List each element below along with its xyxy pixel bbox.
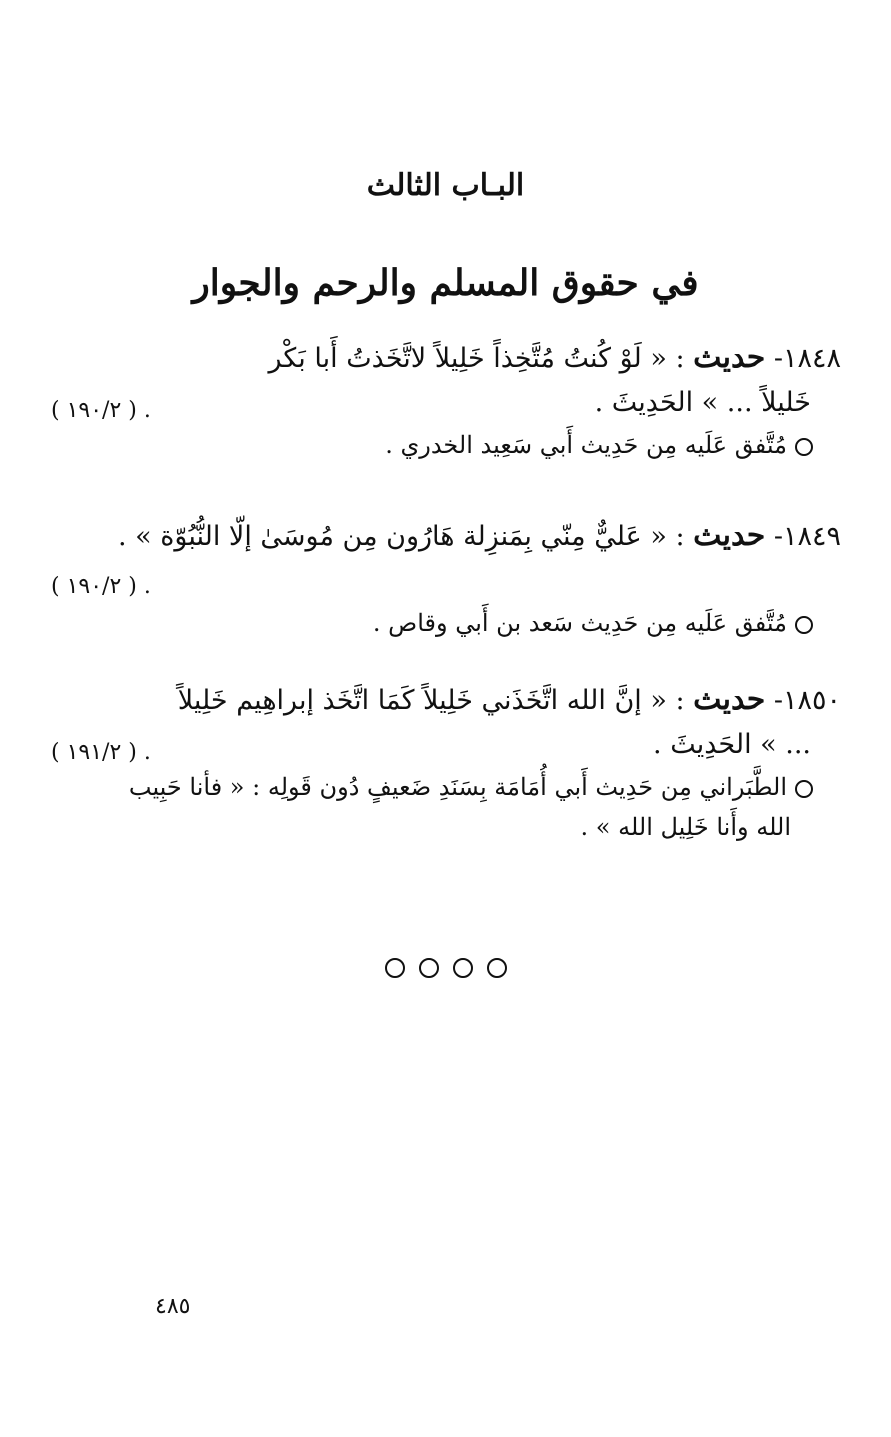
bullet-circle-icon xyxy=(795,616,813,634)
hadith-number: ١٨٥٠- xyxy=(773,685,841,716)
divider-circle-icon xyxy=(487,958,507,978)
section-divider xyxy=(0,958,891,978)
source-reference: ( ١٩١/٢ ) . xyxy=(51,740,151,765)
hadith-line-continued xyxy=(51,559,811,603)
bullet-circle-icon xyxy=(795,438,813,456)
takhrij-text-continued: الله وأَنا خَلِيل الله » . xyxy=(580,813,791,841)
hadith-entry xyxy=(51,336,841,465)
takhrij-note xyxy=(51,425,813,465)
hadith-line-continued xyxy=(51,381,811,425)
section-title: في حقوق المسلم والرحم والجوار xyxy=(192,262,699,304)
hadith-keyword: حديث xyxy=(693,518,766,553)
divider-circle-icon xyxy=(419,958,439,978)
hadith-number: ١٨٤٨- xyxy=(773,343,841,374)
takhrij-text: مُتَّفق عَلَيه مِن حَدِيث أَبي سَعِيد الخدري . xyxy=(385,431,787,459)
hadith-keyword: حديث xyxy=(693,682,766,717)
hadith-text-continued: خَليلاً ... » الحَدِيثَ . xyxy=(594,387,811,418)
hadith-entry xyxy=(51,514,841,643)
source-reference: ( ١٩٠/٢ ) . xyxy=(51,398,151,423)
takhrij-note xyxy=(51,603,813,643)
hadith-entry xyxy=(51,678,841,847)
hadith-text-continued: ... » الحَدِيثَ . xyxy=(653,729,811,760)
hadith-text: : « لَوْ كُنتُ مُتَّخِذاً خَلِيلاً لاتَّخَذتُ أَبا بَكْر xyxy=(268,343,685,374)
takhrij-text: الطَّبَراني مِن حَدِيث أَبي أُمَامَة بِسَنَدِ ضَعيفٍ دُون قَولِه : « فأنا حَبِيب xyxy=(128,773,787,801)
takhrij-text: مُتَّفق عَلَيه مِن حَدِيث سَعد بن أَبي وقاص . xyxy=(372,609,787,637)
hadith-line xyxy=(51,678,841,723)
divider-circle-icon xyxy=(385,958,405,978)
hadith-keyword: حديث xyxy=(693,340,766,375)
hadith-number: ١٨٤٩- xyxy=(773,521,841,552)
hadith-text: : « عَليٌّ مِنّي بِمَنزِلة هَارُون مِن مُوسَىٰ إلّا النُّبُوّة » . xyxy=(117,521,685,552)
chapter-heading: البـاب الثالث xyxy=(366,168,525,203)
source-reference: ( ١٩٠/٢ ) . xyxy=(51,574,151,599)
divider-circle-icon xyxy=(453,958,473,978)
hadith-line xyxy=(51,514,841,559)
hadith-line xyxy=(51,336,841,381)
bullet-circle-icon xyxy=(795,780,813,798)
hadith-line-continued xyxy=(51,723,811,767)
page-number: ٤٨٥ xyxy=(155,1294,191,1319)
takhrij-note xyxy=(53,767,813,847)
hadith-text: : « إنَّ الله اتَّخَذَني خَلِيلاً كَمَا اتَّخَذ إبراهِيم خَلِيلاً xyxy=(177,685,685,716)
